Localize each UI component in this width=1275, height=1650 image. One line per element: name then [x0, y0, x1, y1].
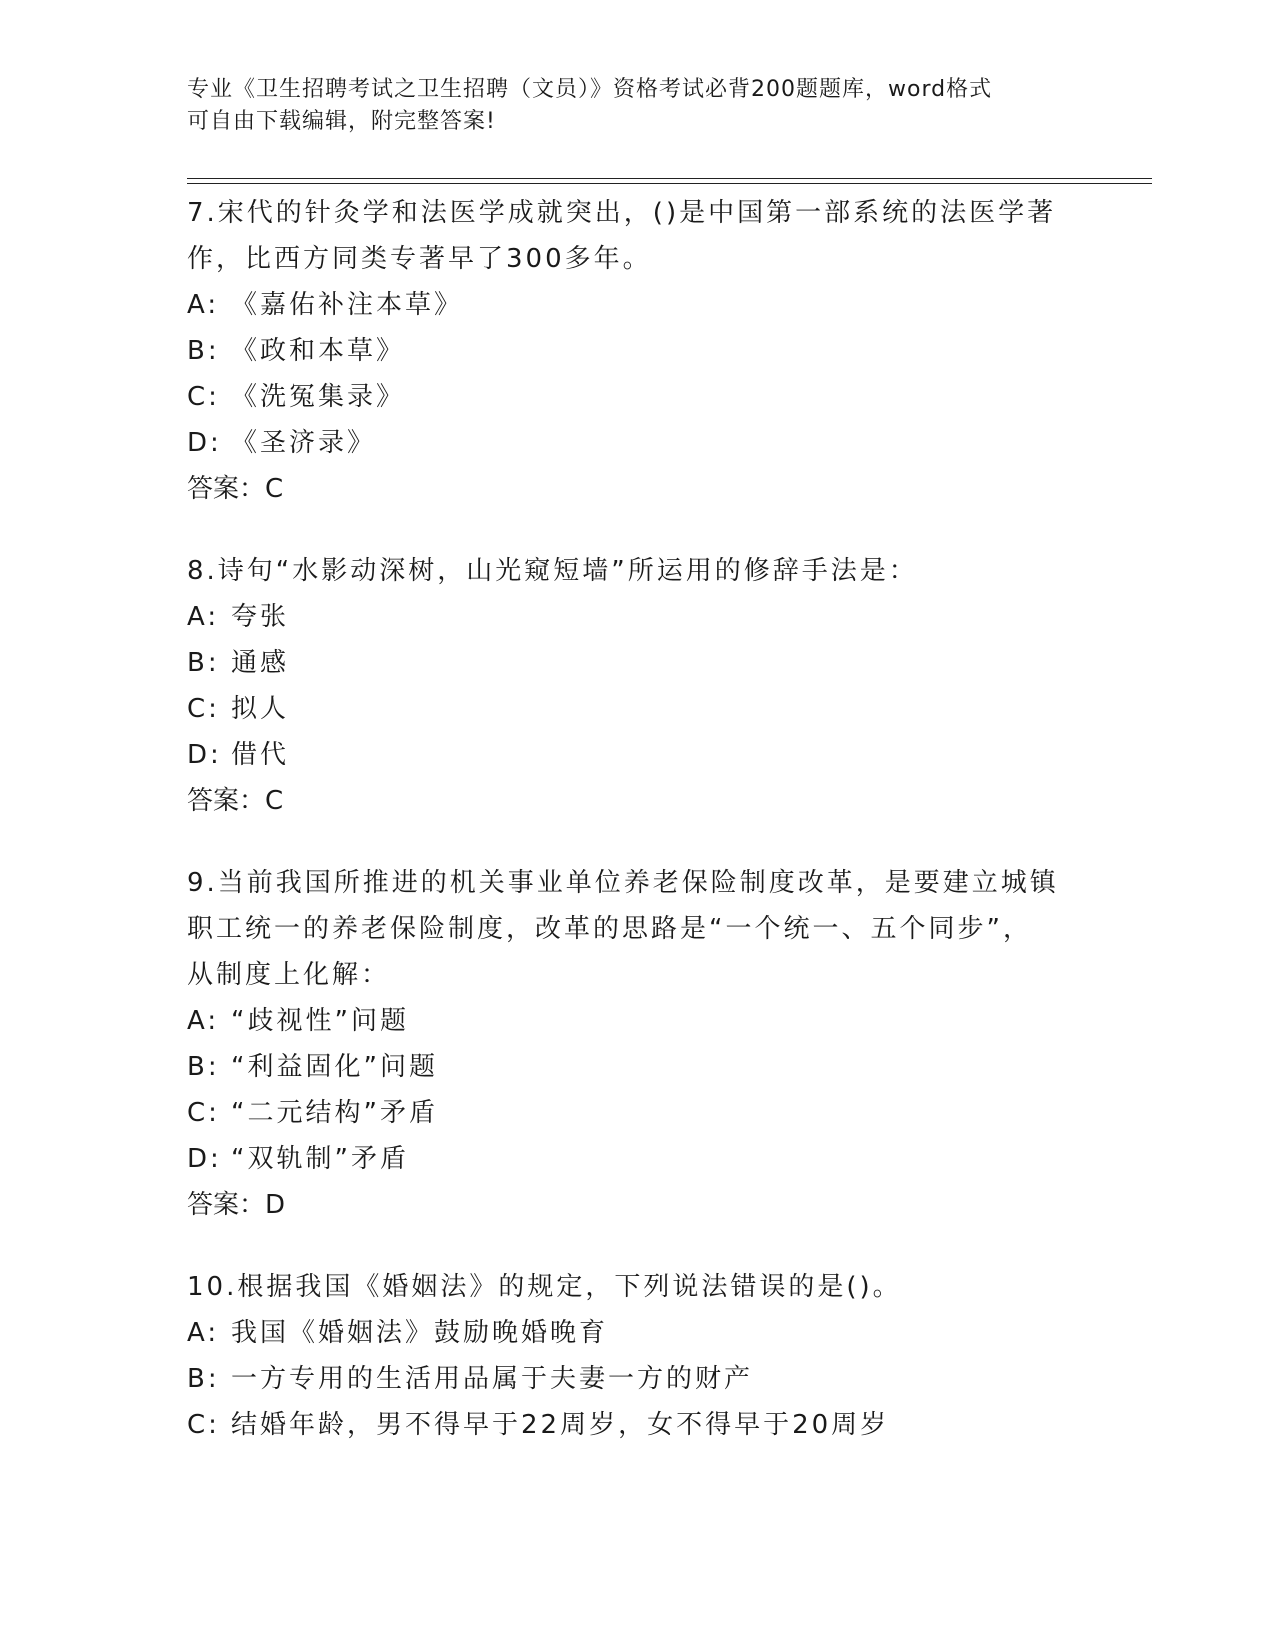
answer-label: 答案：C — [187, 786, 284, 816]
option-key: A: — [187, 1006, 220, 1036]
option-key: D: — [187, 428, 222, 458]
option-text: 一方专用的生活用品属于夫妻一方的财产 — [231, 1364, 754, 1394]
option-text: 《政和本草》 — [231, 336, 406, 366]
option-key: B: — [187, 336, 220, 366]
header-divider — [187, 178, 1152, 179]
option-text: 《嘉佑补注本草》 — [231, 290, 464, 320]
document-header — [187, 74, 1087, 138]
answer-option — [187, 328, 1087, 374]
option-key: B: — [187, 1364, 220, 1394]
answer-option — [187, 998, 1087, 1044]
question-stem-line: 从制度上化解： — [187, 960, 391, 990]
option-key: A: — [187, 602, 220, 632]
question-block — [187, 190, 1087, 512]
question-block — [187, 548, 1087, 824]
question-stem-line: 职工统一的养老保险制度，改革的思路是“一个统一、五个同步”， — [187, 914, 1032, 944]
question-stem — [187, 860, 1087, 998]
option-text: 通感 — [231, 648, 290, 678]
header-divider — [187, 183, 1152, 184]
answer-option — [187, 1402, 1087, 1448]
question-block — [187, 1264, 1087, 1448]
header-line: 可自由下载编辑，附完整答案! — [187, 109, 496, 134]
question-stem-line: 作，比西方同类专著早了300多年。 — [187, 244, 652, 274]
answer-option — [187, 1356, 1087, 1402]
question-stem-line: 9.当前我国所推进的机关事业单位养老保险制度改革，是要建立城镇 — [187, 868, 1059, 898]
option-key: A: — [187, 1318, 220, 1348]
answer-option — [187, 594, 1087, 640]
answer-option — [187, 640, 1087, 686]
option-text: 《洗冤集录》 — [231, 382, 406, 412]
answer-option — [187, 732, 1087, 778]
option-text: “二元结构”矛盾 — [231, 1098, 438, 1128]
option-key: A: — [187, 290, 220, 320]
option-text: “歧视性”问题 — [231, 1006, 409, 1036]
question-stem — [187, 1264, 1087, 1310]
question-stem-line: 10.根据我国《婚姻法》的规定，下列说法错误的是()。 — [187, 1272, 902, 1302]
option-key: C: — [187, 1098, 220, 1128]
answer-option — [187, 686, 1087, 732]
option-text: “双轨制”矛盾 — [231, 1144, 409, 1174]
option-text: “利益固化”问题 — [231, 1052, 438, 1082]
option-text: 借代 — [231, 740, 290, 770]
question-stem — [187, 548, 1087, 594]
option-key: D: — [187, 1144, 222, 1174]
question-list — [187, 190, 1087, 1484]
option-text: 夸张 — [231, 602, 290, 632]
question-stem — [187, 190, 1087, 282]
question-block — [187, 860, 1087, 1228]
answer-option — [187, 1136, 1087, 1182]
option-key: C: — [187, 694, 220, 724]
answer-option — [187, 420, 1087, 466]
option-key: C: — [187, 382, 220, 412]
answer-label: 答案：C — [187, 474, 284, 504]
option-key: B: — [187, 1052, 220, 1082]
answer-option — [187, 1090, 1087, 1136]
option-text: 我国《婚姻法》鼓励晚婚晚育 — [231, 1318, 609, 1348]
answer-option — [187, 1044, 1087, 1090]
option-key: D: — [187, 740, 222, 770]
option-key: B: — [187, 648, 220, 678]
answer-option — [187, 1310, 1087, 1356]
option-text: 结婚年龄，男不得早于22周岁，女不得早于20周岁 — [231, 1410, 890, 1440]
question-stem-line: 7.宋代的针灸学和法医学成就突出，()是中国第一部系统的法医学著 — [187, 198, 1057, 228]
option-key: C: — [187, 1410, 220, 1440]
question-stem-line: 8.诗句“水影动深树，山光窥短墙”所运用的修辞手法是： — [187, 556, 918, 586]
answer-option — [187, 374, 1087, 420]
option-text: 拟人 — [231, 694, 290, 724]
answer-label: 答案：D — [187, 1190, 286, 1220]
option-text: 《圣济录》 — [231, 428, 377, 458]
answer-option — [187, 282, 1087, 328]
header-line: 专业《卫生招聘考试之卫生招聘（文员）》资格考试必背200题题库，word格式 — [187, 77, 993, 102]
